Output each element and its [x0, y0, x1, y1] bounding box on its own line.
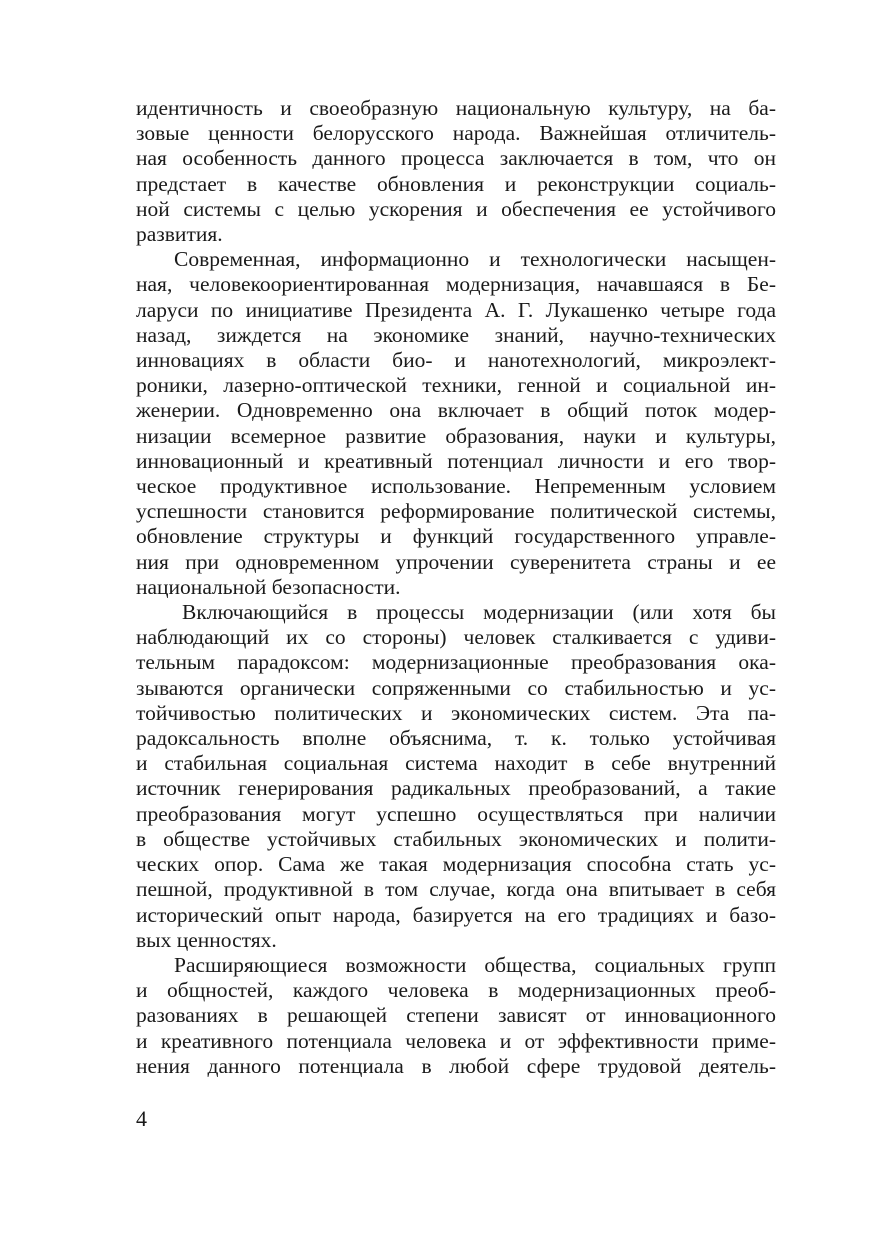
text-line: пешной, продуктивной в том случае, когда она впитывает в себя: [136, 877, 776, 902]
text-line: предстает в качестве обновления и реконструкции социаль-: [136, 171, 776, 196]
text-line: нения данного потенциала в любой сфере трудовой деятель-: [136, 1053, 776, 1078]
text-line: радоксальность вполне объяснима, т. к. только устойчивая: [136, 726, 776, 751]
text-line: инновациях в области био- и нанотехнологий, микроэлект-: [136, 348, 776, 373]
text-line: ной системы с целью ускорения и обеспечения ее устойчивого: [136, 196, 776, 221]
text-line: тойчивостью политических и экономических систем. Эта па-: [136, 700, 776, 725]
text-line: роники, лазерно-оптической техники, генной и социальной ин-: [136, 373, 776, 398]
paragraph-2: [136, 247, 776, 600]
text-line: Включающийся в процессы модернизации (или хотя бы: [182, 600, 776, 625]
text-line: назад, зиждется на экономике знаний, научно-технических: [136, 322, 776, 347]
text-line: исторический опыт народа, базируется на его традициях и базо-: [136, 902, 776, 927]
text-line: ческих опор. Сама же такая модернизация способна стать ус-: [136, 852, 776, 877]
paragraph-3: [136, 600, 776, 953]
text-line: в обществе устойчивых стабильных экономических и полити-: [136, 826, 776, 851]
text-line: ная особенность данного процесса заключается в том, что он: [136, 146, 776, 171]
text-line: ная, человекоориентированная модернизация, начавшаяся в Бе-: [136, 272, 776, 297]
text-line: вых ценностях.: [136, 927, 277, 952]
text-line: развития.: [136, 222, 223, 247]
page-number: 4: [136, 1106, 147, 1131]
text-line: Современная, информационно и технологически насыщен-: [174, 247, 776, 272]
text-line: наблюдающий их со стороны) человек сталкивается с удиви-: [136, 625, 776, 650]
text-line: ния при одновременном упрочении суверенитета страны и ее: [136, 549, 776, 574]
paragraph-4: [136, 953, 776, 1079]
text-line: национальной безопасности.: [136, 574, 401, 599]
text-line: ларуси по инициативе Президента А. Г. Лукашенко четыре года: [136, 297, 776, 322]
text-line: идентичность и своеобразную национальную культуру, на ба-: [136, 96, 776, 120]
text-line: и общностей, каждого человека в модернизационных преоб-: [136, 978, 776, 1003]
text-line: успешности становится реформирование политической системы,: [136, 499, 776, 524]
text-line: разованиях в решающей степени зависят от инновационного: [136, 1003, 776, 1028]
paragraph-1: [136, 96, 776, 247]
text-line: и стабильная социальная система находит в себе внутренний: [136, 751, 776, 776]
text-line: ческое продуктивное использование. Непременным условием: [136, 474, 776, 499]
text-line: преобразования могут успешно осуществляться при наличии: [136, 801, 776, 826]
text-line: обновление структуры и функций государственного управле-: [136, 524, 776, 549]
text-line: зываются органически сопряженными со стабильностью и ус-: [136, 675, 776, 700]
text-line: инновационный и креативный потенциал личности и его твор-: [136, 448, 776, 473]
text-line: тельным парадоксом: модернизационные преобразования ока-: [136, 650, 776, 675]
body-text: [136, 96, 776, 1079]
text-line: источник генерирования радикальных преобразований, а такие: [136, 776, 776, 801]
text-line: низации всемерное развитие образования, науки и культуры,: [136, 423, 776, 448]
text-line: зовые ценности белорусского народа. Важнейшая отличитель-: [136, 121, 776, 146]
text-line: Расширяющиеся возможности общества, социальных групп: [174, 952, 776, 977]
text-line: женерии. Одновременно она включает в общий поток модер-: [136, 398, 776, 423]
text-line: и креативного потенциала человека и от эффективности приме-: [136, 1028, 776, 1053]
